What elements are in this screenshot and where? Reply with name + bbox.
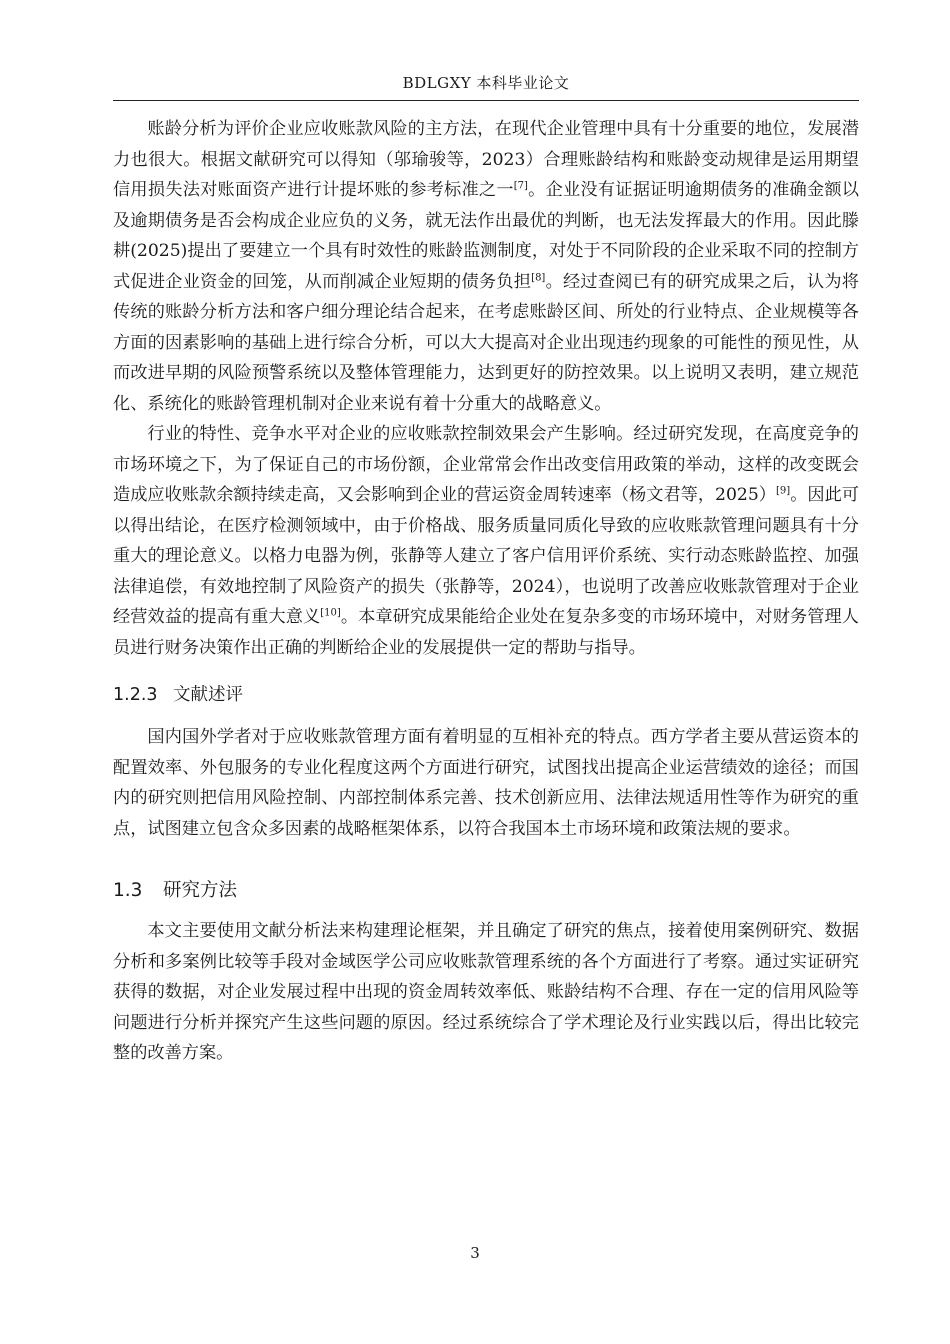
- paragraph-text: 行业的特性、竞争水平对企业的应收账款控制效果会产生影响。经过研究发现，在高度竞争的市场环境之下，为了保证自己的市场份额，企业常常会作出改变信用政策的举动，这样的改变既会造成应收账款余额持续走高，又会影响到企业的营运资金周转速率（杨文君等，2025）: [113, 424, 859, 505]
- citation-ref: [8]: [531, 271, 546, 283]
- section-title: 文献述评: [173, 685, 243, 705]
- page-header: BDLGXY 本科毕业论文: [402, 74, 570, 92]
- paragraph-text: 。本章研究成果能给企业处在复杂多变的市场环境中，对财务管理人员进行财务决策作出正确的判断给企业的发展提供一定的帮助与指导。: [113, 607, 859, 658]
- paragraph-aging-analysis: [113, 114, 859, 419]
- citation-ref: [10]: [320, 607, 341, 619]
- section-number: 1.3: [113, 880, 143, 901]
- paragraph-literature-review: 国内国外学者对于应收账款管理方面有着明显的互相补充的特点。西方学者主要从营运资本的配置效率、外包服务的专业化程度这两个方面进行研究，试图找出提高企业运营绩效的途径；而国内的研究则把信用风险控制、内部控制体系完善、技术创新应用、法律法规适用性等作为研究的重点，试图建立包含众多因素的战略框架体系，以符合我国本土市场环境和政策法规的要求。: [113, 727, 859, 839]
- header-divider: [113, 100, 859, 101]
- paragraph-text: 。因此可以得出结论，在医疗检测领域中，由于价格战、服务质量同质化导致的应收账款管理问题具有十分重大的理论意义。以格力电器为例，张静等人建立了客户信用评价系统、实行动态账龄监控、加强法律追偿，有效地控制了风险资产的损失（张静等，2024），也说明了改善应收账款管理对于企业经营效益的提高有重大意义: [113, 485, 859, 627]
- section-heading-1-3: [113, 876, 859, 902]
- paragraph-research-methods: 本文主要使用文献分析法来构建理论框架，并且确定了研究的焦点，接着使用案例研究、数据分析和多案例比较等手段对金域医学公司应收账款管理系统的各个方面进行了考察。通过实证研究获得的数据，对企业发展过程中出现的资金周转效率低、账龄结构不合理、存在一定的信用风险等问题进行分析并探究产生这些问题的原因。经过系统综合了学术理论及行业实践以后，得出比较完整的改善方案。: [113, 921, 859, 1063]
- paragraph-text: 。企业没有证据证明逾期债务的准确金额以及逾期债务是否会构成企业应负的义务，就无法作出最优的判断，也无法发挥最大的作用。因此滕耕(2025)提出了要建立一个具有时效性的账龄监测制度，对处于不同阶段的企业采取不同的控制方式促进企业资金的回笼，从而削减企业短期的债务负担: [113, 180, 859, 292]
- page-body: [113, 114, 859, 1069]
- section-title: 研究方法: [163, 880, 238, 901]
- paragraph-text: 账龄分析为评价企业应收账款风险的主方法，在现代企业管理中具有十分重要的地位，发展潜力也很大。根据文献研究可以得知（邬瑜骏等，2023）合理账龄结构和账龄变动规律是运用期望信用损失法对账面资产进行计提坏账的参考标准之一: [113, 119, 859, 200]
- section-number: 1.2.3: [113, 685, 158, 705]
- paragraph-industry-competition: [113, 419, 859, 663]
- section-heading-1-2-3: [113, 681, 859, 706]
- paragraph-text: 。经过查阅已有的研究成果之后，认为将传统的账龄分析方法和客户细分理论结合起来，在考虑账龄区间、所处的行业特点、企业规模等各方面的因素影响的基础上进行综合分析，可以大大提高对企业出现违约现象的可能性的预见性，从而改进早期的风险预警系统以及整体管理能力，达到更好的防控效果。以上说明又表明，建立规范化、系统化的账龄管理机制对企业来说有着十分重大的战略意义。: [113, 271, 859, 414]
- citation-ref: [9]: [776, 485, 791, 497]
- citation-ref: [7]: [513, 180, 528, 192]
- page-number: 3: [470, 1244, 480, 1262]
